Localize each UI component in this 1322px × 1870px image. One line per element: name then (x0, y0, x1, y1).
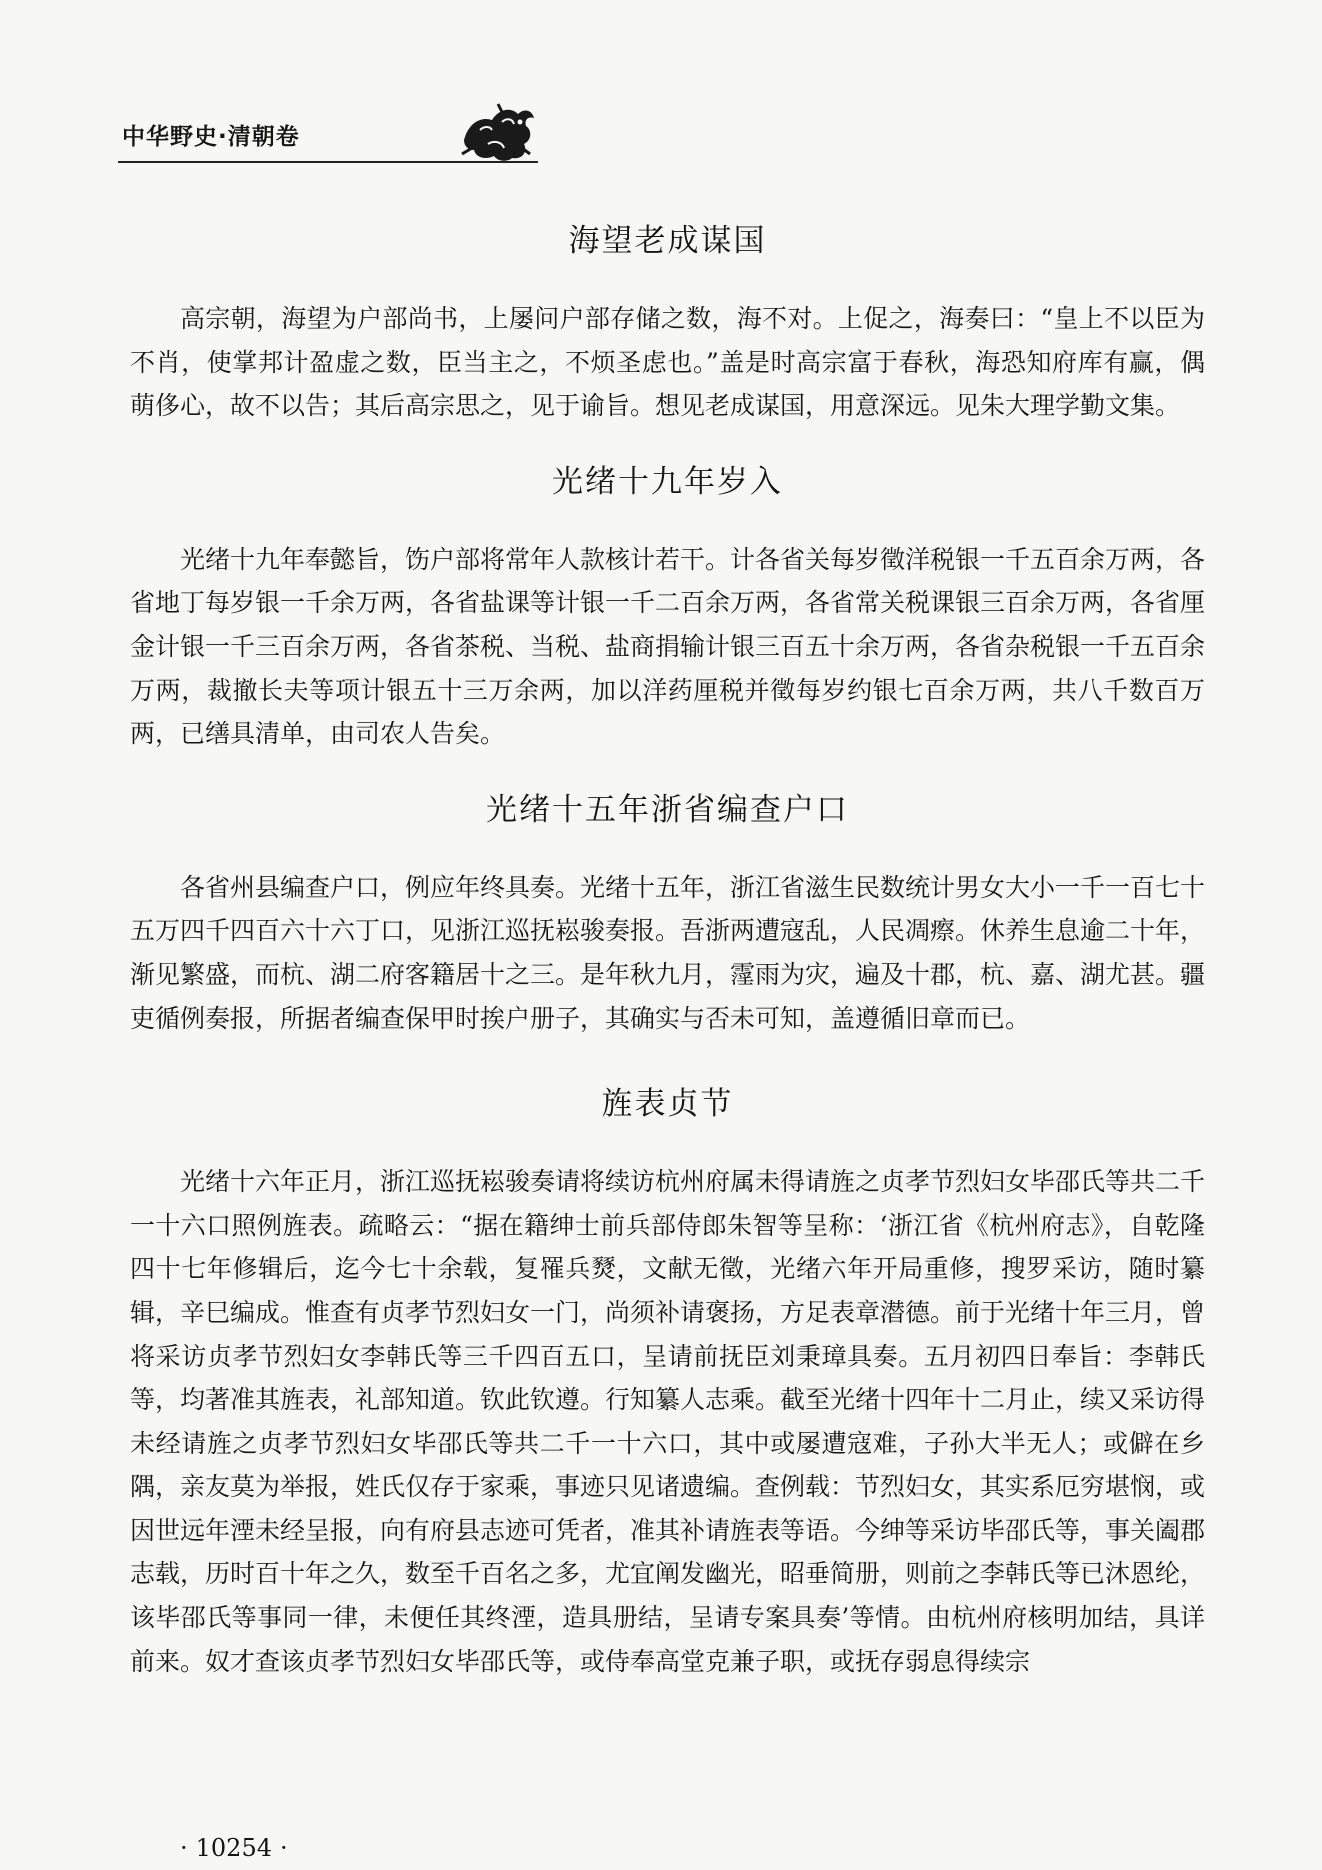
section-title: 光绪十九年岁入 (552, 463, 783, 500)
dragon-ornament-icon (458, 100, 540, 164)
section-body: 各省州县编查户口，例应年终具奏。光绪十五年，浙江省滋生民数统计男女大小一千一百七十五万四千四百六十六丁口，见浙江巡抚崧骏奏报。吾浙两遭寇乱，人民凋瘵。休养生息逾二十年，渐见繁盛，而杭、湖二府客籍居十之三。是年秋九月，霪雨为灾，遍及十郡，杭、嘉、湖尤甚。疆吏循例奏报，所据者编查保甲时挨户册子，其确实与否未可知，盖遵循旧章而已。 (130, 872, 1206, 1033)
section-body: 光绪十六年正月，浙江巡抚崧骏奏请将续访杭州府属未得请旌之贞孝节烈妇女毕邵氏等共二千一十六口照例旌表。疏略云：“据在籍绅士前兵部侍郎朱智等呈称：‘浙江省《杭州府志》，自乾隆四十七年修辑后，迄今七十余载，复罹兵燹，文献无徵，光绪六年开局重修，搜罗采访，随时纂辑，辛巳编成。惟查有贞孝节烈妇女一门，尚须补请褒扬，方足表章潜德。前于光绪十年三月，曾将采访贞孝节烈妇女李韩氏等三千四百五口，呈请前抚臣刘秉璋具奏。五月初四日奉旨：李韩氏等，均著准其旌表，礼部知道。钦此钦遵。行知纂人志乘。截至光绪十四年十二月止，续又采访得未经请旌之贞孝节烈妇女毕邵氏等共二千一十六口，其中或屡遭寇难，子孙大半无人；或僻在乡隅，亲友莫为举报，姓氏仅存于家乘，事迹只见诸遗编。查例载：节烈妇女，其实系厄穷堪悯，或因世远年湮未经呈报，向有府县志迹可凭者，准其补请旌表等语。今绅等采访毕邵氏等，事关阖郡志载，历时百十年之久，数至千百名之多，尤宜阐发幽光，昭垂简册，则前之李韩氏等已沐恩纶，该毕邵氏等事同一律，未便任其终湮，造具册结，呈请专案具奏’等情。由杭州府核明加结，具详前来。奴才查该贞孝节烈妇女毕邵氏等，或侍奉高堂克兼子职，或抚存弱息得续宗 (130, 1167, 1206, 1676)
section-title: 海望老成谋国 (568, 223, 767, 259)
section-title: 光绪十五年浙省编查户口 (486, 791, 849, 828)
running-head: 中华野史·清朝卷 (122, 124, 300, 150)
section-body: 高宗朝，海望为户部尚书，上屡问户部存储之数，海不对。上促之，海奏曰：“皇上不以臣为不肖，使掌邦计盈虚之数，臣当主之，不烦圣虑也。”盖是时高宗富于春秋，海恐知府库有赢，偶萌侈心，故不以告；其后高宗思之，见于谕旨。想见老成谋国，用意深远。见朱大理学勤文集。 (130, 304, 1205, 421)
page-content (130, 215, 1205, 1683)
page-number: · 10254 · (180, 1834, 288, 1862)
section-title: 旌表贞节 (601, 1086, 734, 1123)
page-number-value: 10254 (195, 1834, 272, 1862)
section-body: 光绪十九年奉懿旨，饬户部将常年人款核计若干。计各省关每岁徵洋税银一千五百余万两，各省地丁每岁银一千余万两，各省盐课等计银一千二百余万两，各省常关税课银三百余万两，各省厘金计银一千三百余万两，各省茶税、当税、盐商捐输计银三百五十余万两，各省杂税银一千五百余万两，裁撤长夫等项计银五十三万余两，加以洋药厘税并徵每岁约银七百余万两，共八千数百万两，已缮具清单，由司农人告矣。 (130, 544, 1206, 749)
header-rule (118, 161, 538, 163)
